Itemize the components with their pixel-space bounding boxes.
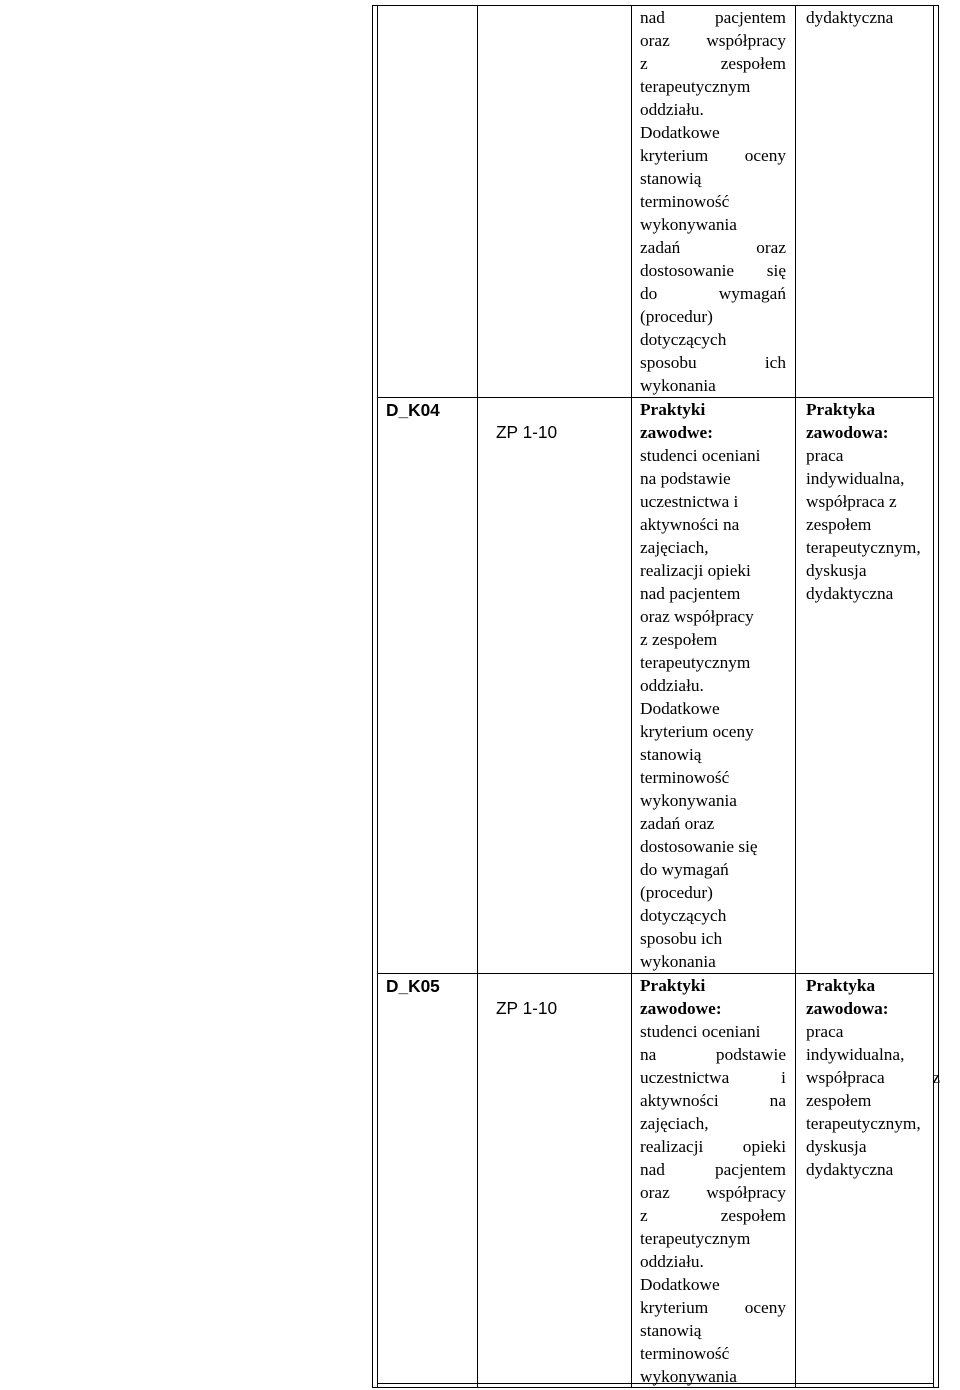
criteria-line: zajęciach, — [640, 1114, 709, 1133]
criteria-line: kryterium oceny — [640, 1298, 786, 1317]
method-line: indywidualna, — [806, 1045, 905, 1064]
method-line: praca — [806, 1022, 844, 1041]
method-line: dydaktyczna — [806, 8, 894, 27]
table-border-left — [372, 5, 373, 1388]
method-line: dydaktyczna — [806, 584, 894, 603]
criteria-line: studenci oceniani — [640, 446, 761, 465]
criteria-line: terminowość — [640, 1344, 730, 1363]
criteria-line: realizacji opieki — [640, 1137, 786, 1156]
criteria-line: aktywności na — [640, 1091, 786, 1110]
criteria-line: dotyczących — [640, 906, 727, 925]
method-line: zawodowa: — [806, 423, 889, 442]
d-k05-criteria-cell — [640, 974, 786, 1388]
criteria-line: wykonania — [640, 952, 716, 971]
criteria-line: do wymagań — [640, 284, 786, 303]
criteria-line: kryterium oceny — [640, 722, 754, 741]
criteria-line: oraz współpracy — [640, 1183, 786, 1202]
criteria-line: zadań oraz — [640, 238, 786, 257]
criteria-line: dotyczących — [640, 330, 727, 349]
criteria-line: uczestnictwa i — [640, 1068, 786, 1087]
method-line: dydaktyczna — [806, 1160, 894, 1179]
criteria-line: na podstawie — [640, 1045, 786, 1064]
method-line: współpraca z — [806, 492, 897, 511]
criteria-line: nad pacjentem — [640, 1160, 786, 1179]
effect-code-d-k04: D_K04 — [386, 400, 440, 420]
criteria-line: terminowość — [640, 192, 730, 211]
criteria-line: terapeutycznym — [640, 77, 751, 96]
criteria-line: z zespołem — [640, 630, 718, 649]
criteria-line: dostosowanie się — [640, 837, 758, 856]
criteria-line: do wymagań — [640, 860, 729, 879]
table-col-divider — [477, 5, 478, 1388]
criteria-line: z zespołem — [640, 1206, 786, 1225]
method-line: terapeutycznym, — [806, 1114, 921, 1133]
criteria-line: realizacji opieki — [640, 561, 751, 580]
criteria-line: oraz współpracy — [640, 607, 754, 626]
zp-reference-d-k05: ZP 1-10 — [496, 998, 558, 1018]
criteria-line: na podstawie — [640, 469, 731, 488]
criteria-line: zadań oraz — [640, 814, 715, 833]
method-line: terapeutycznym, — [806, 538, 921, 557]
criteria-line: Praktyki — [640, 400, 706, 419]
d-k04-method-cell — [806, 398, 940, 605]
method-line: współpraca z — [806, 1068, 940, 1087]
criteria-line: nad pacjentem — [640, 8, 786, 27]
criteria-line: wykonywania — [640, 215, 737, 234]
criteria-line: zajęciach, — [640, 538, 709, 557]
top-row-method-cell — [806, 6, 936, 29]
criteria-line: stanowią — [640, 745, 702, 764]
criteria-line: oddziału. — [640, 100, 704, 119]
criteria-line: zawodwe: — [640, 423, 713, 442]
criteria-line: z zespołem — [640, 54, 786, 73]
method-line: zawodowa: — [806, 999, 889, 1018]
table-col-divider — [377, 5, 378, 1388]
method-line: dyskusja — [806, 561, 867, 580]
zp-reference-d-k04: ZP 1-10 — [496, 422, 558, 442]
criteria-line: Praktyki — [640, 976, 706, 995]
method-line: zespołem — [806, 515, 872, 534]
criteria-line: oddziału. — [640, 676, 704, 695]
criteria-line: stanowią — [640, 1321, 702, 1340]
criteria-line: zawodowe: — [640, 999, 722, 1018]
method-line: Praktyka — [806, 400, 876, 419]
criteria-line: (procedur) — [640, 307, 713, 326]
criteria-line: Dodatkowe — [640, 1275, 720, 1294]
criteria-line: oddziału. — [640, 1252, 704, 1271]
method-line: indywidualna, — [806, 469, 905, 488]
effect-code-d-k05: D_K05 — [386, 976, 440, 996]
criteria-line: sposobu ich — [640, 353, 786, 372]
criteria-line: stanowią — [640, 169, 702, 188]
table-col-divider — [795, 5, 796, 1388]
d-k04-criteria-cell — [640, 398, 786, 973]
criteria-line: wykonania — [640, 376, 716, 395]
criteria-line: terminowość — [640, 768, 730, 787]
criteria-line: kryterium oceny — [640, 146, 786, 165]
method-line: praca — [806, 446, 844, 465]
top-row-criteria-cell — [640, 6, 786, 397]
criteria-line: dostosowanie się — [640, 261, 786, 280]
criteria-line: aktywności na — [640, 515, 740, 534]
criteria-line: sposobu ich — [640, 929, 723, 948]
criteria-line: terapeutycznym — [640, 653, 751, 672]
criteria-line: wykonywania — [640, 1367, 737, 1386]
criteria-line: (procedur) — [640, 883, 713, 902]
criteria-line: nad pacjentem — [640, 584, 741, 603]
method-line: Praktyka — [806, 976, 876, 995]
criteria-line: terapeutycznym — [640, 1229, 751, 1248]
criteria-line: wykonywania — [640, 791, 737, 810]
criteria-line: oraz współpracy — [640, 31, 786, 50]
table-col-divider — [631, 5, 632, 1388]
criteria-line: studenci oceniani — [640, 1022, 761, 1041]
d-k05-method-cell — [806, 974, 940, 1181]
criteria-line: uczestnictwa i — [640, 492, 739, 511]
criteria-line: Dodatkowe — [640, 123, 720, 142]
method-line: zespołem — [806, 1091, 872, 1110]
method-line: dyskusja — [806, 1137, 867, 1156]
criteria-line: Dodatkowe — [640, 699, 720, 718]
